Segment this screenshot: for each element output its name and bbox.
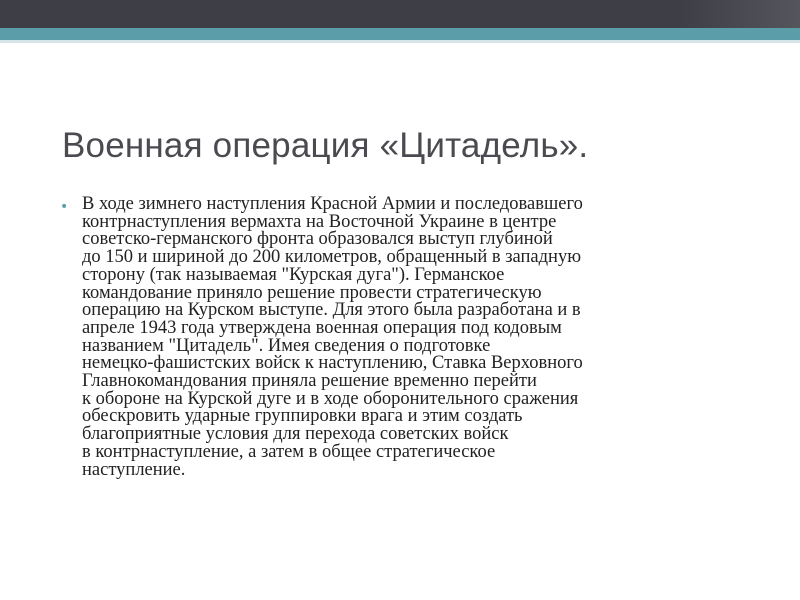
header-corner-accent xyxy=(680,0,800,28)
paragraph-line: Главнокомандования приняла решение временно перейти xyxy=(82,371,537,392)
paragraph-line: апреле 1943 года утверждена военная операция под кодовым xyxy=(82,317,562,338)
paragraph-line: сторону (так называемая "Курская дуга"). Германское xyxy=(82,264,505,285)
paragraph-line: В ходе зимнего наступления Красной Армии и последовавшего xyxy=(82,194,583,214)
paragraph-line: наступление. xyxy=(82,459,186,480)
paragraph-line: до 150 и шириной до 200 километров, обращенный в западную xyxy=(82,247,582,268)
paragraph-line: в контрнаступление, а затем в общее стратегическое xyxy=(82,441,496,462)
paragraph-line: обескровить ударные группировки врага и этим создать xyxy=(82,406,523,427)
paragraph-line: операцию на Курском выступе. Для этого была разработана и в xyxy=(82,300,581,321)
paragraph-line: командование приняло решение провести стратегическую xyxy=(82,282,542,303)
header-accent-band xyxy=(0,28,800,40)
paragraph-line: благоприятные условия для перехода советских войск xyxy=(82,424,509,445)
bullet-item xyxy=(60,196,740,479)
paragraph-line: советско-германского фронта образовался выступ глубиной xyxy=(82,229,553,250)
paragraph-line: немецко-фашистских войск к наступлению, Ставка Верховного xyxy=(82,353,583,374)
paragraph-line: контрнаступления вермахта на Восточной Украине в центре xyxy=(82,211,557,232)
slide-title: Военная операция «Цитадель». xyxy=(62,126,589,165)
bullet-paragraph xyxy=(82,196,740,479)
paragraph-line: к обороне на Курской дуге и в ходе оборонительного сражения xyxy=(82,388,579,409)
slide-body xyxy=(60,196,740,479)
bullet-icon: • xyxy=(60,199,69,215)
paragraph-line: названием "Цитадель". Имея сведения о подготовке xyxy=(82,335,491,356)
